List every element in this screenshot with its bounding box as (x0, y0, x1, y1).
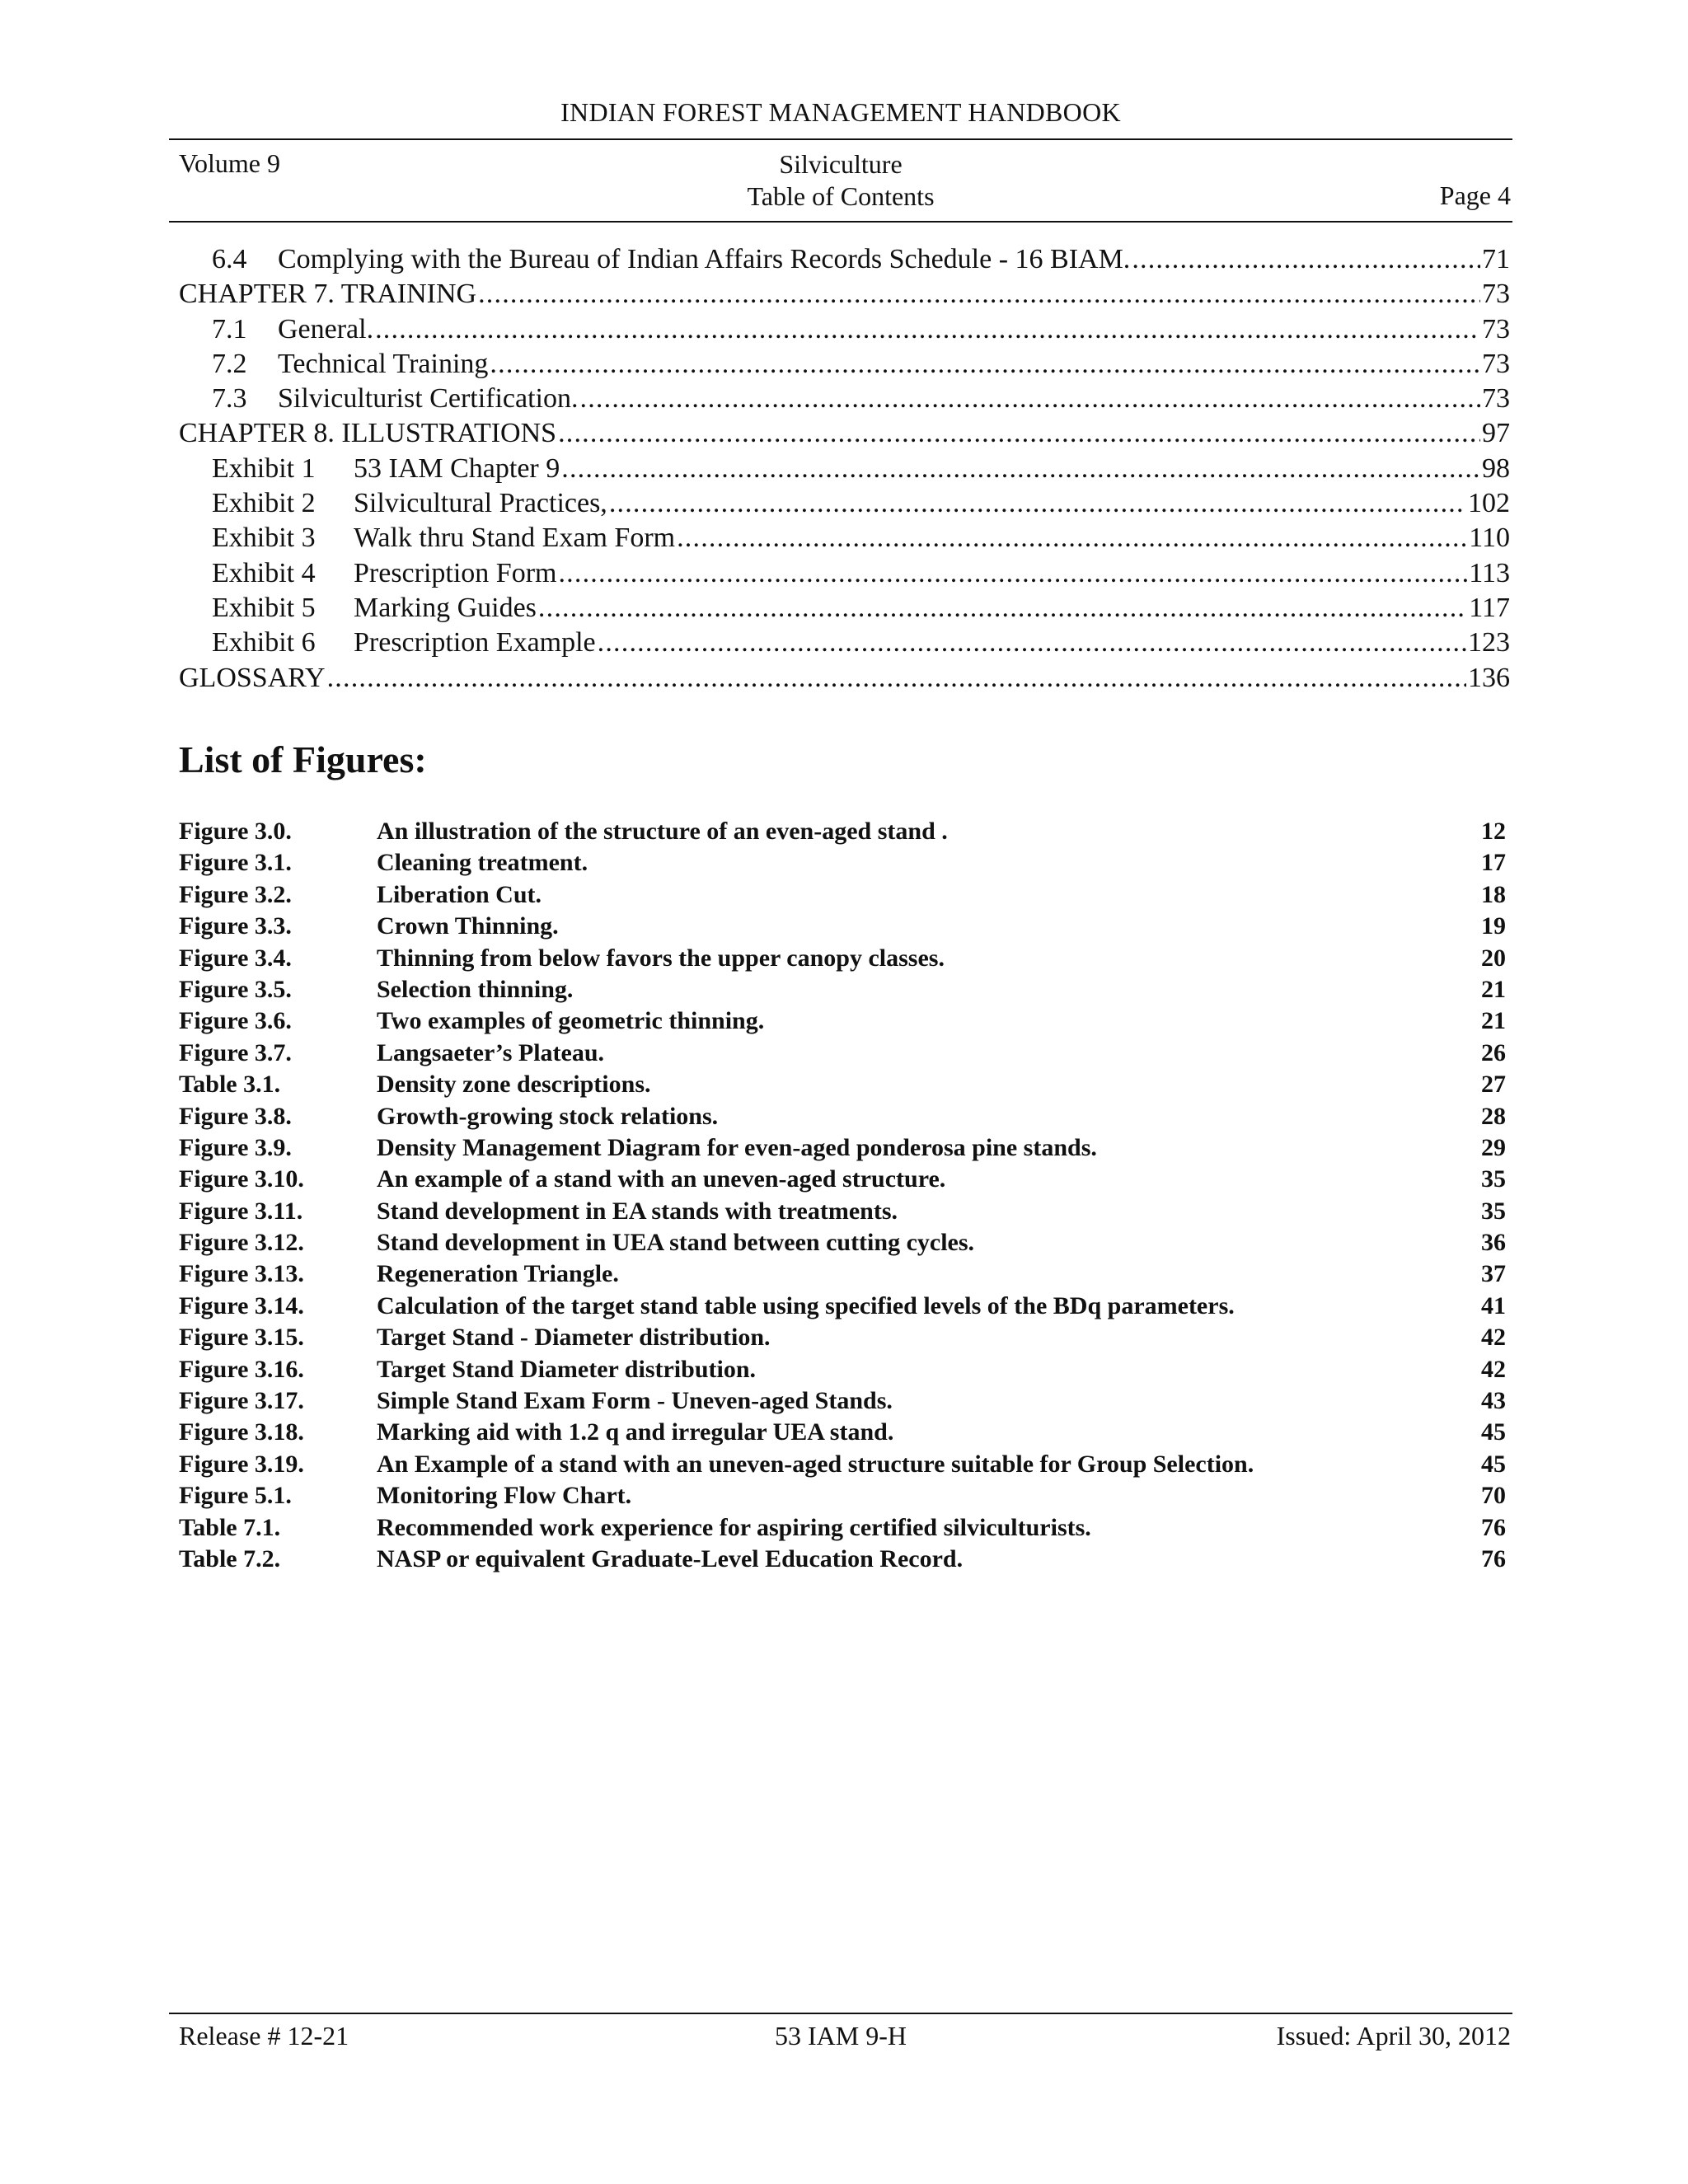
figure-label: Figure 3.9. (179, 1133, 292, 1161)
footer-rule (169, 2013, 1512, 2014)
toc-entry (179, 626, 1510, 660)
figure-caption: Two examples of geometric thinning. (377, 1007, 765, 1035)
toc-entry-title: GLOSSARY (179, 662, 326, 693)
figure-list-entry (179, 1258, 1506, 1290)
toc-dot-leader (580, 382, 1480, 416)
figure-caption: Langsaeter’s Plateau. (377, 1038, 605, 1066)
figure-list-entry (179, 879, 1506, 911)
figure-page: 26 (1481, 1038, 1506, 1066)
figure-list-entry (179, 1544, 1506, 1575)
header-volume: Volume 9 (179, 148, 280, 178)
figure-caption: Crown Thinning. (377, 912, 559, 940)
toc-entry-page: 102 (1468, 488, 1510, 519)
figure-label: Figure 3.8. (179, 1102, 292, 1130)
figure-caption: Density Management Diagram for even-aged ponderosa pine stands. (377, 1133, 1097, 1161)
toc-entry-page: 136 (1468, 662, 1510, 693)
header-page-number: Page 4 (1439, 180, 1511, 210)
toc-entry-title: Prescription Form (354, 557, 557, 588)
figure-list-entry (179, 1449, 1506, 1480)
figure-caption: Simple Stand Exam Form - Uneven-aged Stands. (377, 1387, 893, 1415)
figure-caption: Marking aid with 1.2 q and irregular UEA stand. (377, 1418, 894, 1446)
figure-caption: Stand development in UEA stand between cutting cycles. (377, 1229, 975, 1257)
figure-page: 12 (1481, 818, 1506, 845)
figure-label: Figure 3.7. (179, 1038, 292, 1066)
figure-list-entry (179, 911, 1506, 942)
list-of-figures-heading: List of Figures: (179, 738, 427, 780)
toc-dot-leader (375, 312, 1480, 347)
figure-list-entry (179, 1354, 1506, 1385)
figure-page: 35 (1481, 1197, 1506, 1225)
figure-page: 45 (1481, 1418, 1506, 1446)
toc-entry-page: 71 (1482, 244, 1510, 274)
toc-entry-page: 97 (1482, 418, 1510, 449)
toc-entry-page: 123 (1468, 627, 1510, 658)
figure-list-entry (179, 1480, 1506, 1511)
toc-entry-number: Exhibit 6 (212, 627, 316, 658)
figure-page: 18 (1481, 880, 1506, 908)
toc-dot-leader (558, 556, 1467, 591)
figure-label: Figure 3.12. (179, 1229, 304, 1257)
figure-list-entry (179, 1132, 1506, 1164)
figure-label: Figure 3.19. (179, 1450, 304, 1478)
figure-label: Figure 5.1. (179, 1482, 292, 1510)
figure-list-entry (179, 816, 1506, 847)
figure-label: Figure 3.3. (179, 912, 292, 940)
toc-dot-leader (538, 591, 1467, 626)
toc-entry (179, 486, 1510, 521)
toc-entry-number: Exhibit 5 (212, 592, 316, 623)
figure-label: Figure 3.13. (179, 1260, 304, 1288)
figure-label: Figure 3.4. (179, 944, 292, 972)
figure-page: 42 (1481, 1324, 1506, 1352)
toc-entry-title: CHAPTER 8. ILLUSTRATIONS (179, 418, 557, 449)
figure-list-entry (179, 1417, 1506, 1448)
figure-page: 76 (1481, 1544, 1506, 1572)
figure-label: Table 7.1. (179, 1513, 281, 1541)
figure-label: Table 7.2. (179, 1544, 281, 1572)
figure-page: 35 (1481, 1165, 1506, 1193)
figure-list-entry (179, 1038, 1506, 1069)
figure-caption: Regeneration Triangle. (377, 1260, 619, 1288)
figure-label: Figure 3.11. (179, 1197, 303, 1225)
toc-entry-title: Silviculturist Certification. (278, 383, 579, 415)
figure-caption: Recommended work experience for aspiring certified silviculturists. (377, 1513, 1091, 1541)
handbook-title: INDIAN FOREST MANAGEMENT HANDBOOK (560, 97, 1121, 127)
figure-page: 45 (1481, 1450, 1506, 1478)
figure-label: Figure 3.1. (179, 849, 292, 877)
footer-release: Release # 12-21 (179, 2021, 349, 2050)
toc-dot-leader (609, 486, 1466, 521)
toc-entry-page: 73 (1482, 279, 1510, 310)
figure-label: Figure 3.14. (179, 1291, 304, 1319)
toc-dot-leader (478, 277, 1480, 312)
toc-entry-number: 7.2 (212, 348, 247, 379)
figure-caption: An illustration of the structure of an even-aged stand . (377, 818, 948, 845)
toc-entry (179, 521, 1510, 555)
figure-page: 70 (1481, 1482, 1506, 1510)
figure-page: 36 (1481, 1229, 1506, 1257)
figure-page: 21 (1481, 975, 1506, 1003)
figure-label: Figure 3.5. (179, 975, 292, 1003)
toc-entry (179, 556, 1510, 591)
figure-page: 27 (1481, 1071, 1506, 1099)
toc-entry (179, 661, 1510, 696)
header-rule-bottom (169, 221, 1512, 223)
toc-dot-leader (1132, 242, 1480, 277)
figure-label: Figure 3.6. (179, 1007, 292, 1035)
toc-entry (179, 452, 1510, 486)
figure-caption: Calculation of the target stand table using specified levels of the BDq parameters. (377, 1291, 1235, 1319)
figure-label: Figure 3.10. (179, 1165, 304, 1193)
figure-page: 41 (1481, 1291, 1506, 1319)
toc-entry-title: CHAPTER 7. TRAINING (179, 279, 477, 310)
toc-entry (179, 277, 1510, 312)
figure-list-entry (179, 1101, 1506, 1132)
toc-dot-leader (558, 416, 1480, 451)
toc-entry-number: 6.4 (212, 244, 247, 274)
figure-list-entry (179, 1164, 1506, 1195)
figure-list-entry (179, 1385, 1506, 1417)
table-of-contents (179, 242, 1510, 696)
figure-label: Figure 3.15. (179, 1324, 304, 1352)
figure-caption: Thinning from below favors the upper canopy classes. (377, 944, 945, 972)
footer-doc-code: 53 IAM 9-H (775, 2021, 907, 2050)
figure-caption: Target Stand - Diameter distribution. (377, 1324, 771, 1352)
figure-list-entry (179, 847, 1506, 879)
header-subject: Silviculture (779, 149, 903, 179)
figure-list-entry (179, 1227, 1506, 1258)
figure-page: 28 (1481, 1102, 1506, 1130)
figure-caption: Growth-growing stock relations. (377, 1102, 719, 1130)
figure-page: 19 (1481, 912, 1506, 940)
toc-dot-leader (561, 452, 1480, 486)
figure-list-entry (179, 1322, 1506, 1353)
figure-label: Figure 3.2. (179, 880, 292, 908)
toc-entry-title: 53 IAM Chapter 9 (354, 452, 560, 484)
figure-label: Figure 3.17. (179, 1387, 304, 1415)
toc-dot-leader (598, 626, 1466, 660)
figure-caption: Monitoring Flow Chart. (377, 1482, 632, 1510)
figure-label: Figure 3.16. (179, 1355, 304, 1383)
toc-entry-number: Exhibit 2 (212, 488, 316, 519)
figure-page: 20 (1481, 944, 1506, 972)
figure-caption: An Example of a stand with an uneven-aged structure suitable for Group Selection. (377, 1450, 1254, 1478)
toc-entry-number: Exhibit 4 (212, 557, 316, 588)
toc-entry-title: General. (278, 313, 374, 344)
toc-entry (179, 242, 1510, 277)
toc-entry-page: 113 (1469, 557, 1510, 588)
figure-label: Figure 3.18. (179, 1418, 304, 1446)
toc-dot-leader (677, 521, 1467, 555)
toc-entry (179, 312, 1510, 347)
toc-entry-number: Exhibit 3 (212, 523, 316, 554)
toc-entry-title: Technical Training (278, 348, 489, 379)
figure-caption: Cleaning treatment. (377, 849, 588, 877)
figure-page: 17 (1481, 849, 1506, 877)
figure-caption: Selection thinning. (377, 975, 574, 1003)
toc-entry (179, 416, 1510, 451)
toc-dot-leader (327, 661, 1466, 696)
figure-label: Table 3.1. (179, 1071, 281, 1099)
toc-entry-page: 73 (1482, 383, 1510, 415)
figure-caption: Liberation Cut. (377, 880, 542, 908)
toc-entry-page: 117 (1469, 592, 1510, 623)
figure-caption: Density zone descriptions. (377, 1071, 651, 1099)
figure-list-entry (179, 1196, 1506, 1227)
figure-caption: Stand development in EA stands with treatments. (377, 1197, 898, 1225)
figure-page: 37 (1481, 1260, 1506, 1288)
toc-entry-title: Complying with the Bureau of Indian Affairs Records Schedule - 16 BIAM. (278, 244, 1131, 274)
list-of-figures (179, 816, 1506, 1575)
footer-issued-date: Issued: April 30, 2012 (1276, 2021, 1511, 2050)
header-center (577, 148, 1104, 213)
toc-entry-page: 98 (1482, 452, 1510, 484)
toc-entry-title: Prescription Example (354, 627, 596, 658)
toc-entry (179, 591, 1510, 626)
toc-dot-leader (490, 347, 1480, 382)
toc-entry-title: Silvicultural Practices, (354, 488, 607, 519)
toc-entry (179, 347, 1510, 382)
toc-entry-page: 110 (1469, 523, 1510, 554)
figure-caption: An example of a stand with an uneven-aged structure. (377, 1165, 946, 1193)
figure-caption: NASP or equivalent Graduate-Level Education Record. (377, 1544, 964, 1572)
figure-list-entry (179, 1005, 1506, 1037)
figure-list-entry (179, 974, 1506, 1005)
toc-entry-number: 7.3 (212, 383, 247, 415)
toc-entry-number: Exhibit 1 (212, 452, 316, 484)
toc-entry-title: Marking Guides (354, 592, 537, 623)
toc-entry-number: 7.1 (212, 313, 247, 344)
header-section: Table of Contents (747, 181, 935, 211)
figure-list-entry (179, 1291, 1506, 1322)
figure-page: 29 (1481, 1133, 1506, 1161)
figure-page: 43 (1481, 1387, 1506, 1415)
toc-entry-page: 73 (1482, 348, 1510, 379)
figure-list-entry (179, 1512, 1506, 1544)
figure-list-entry (179, 1069, 1506, 1100)
figure-page: 76 (1481, 1513, 1506, 1541)
toc-entry-title: Walk thru Stand Exam Form (354, 523, 676, 554)
toc-entry (179, 382, 1510, 416)
toc-entry-page: 73 (1482, 313, 1510, 344)
figure-list-entry (179, 943, 1506, 974)
figure-label: Figure 3.0. (179, 818, 292, 845)
figure-page: 42 (1481, 1355, 1506, 1383)
header-rule-top (169, 138, 1512, 140)
figure-caption: Target Stand Diameter distribution. (377, 1355, 757, 1383)
figure-page: 21 (1481, 1007, 1506, 1035)
